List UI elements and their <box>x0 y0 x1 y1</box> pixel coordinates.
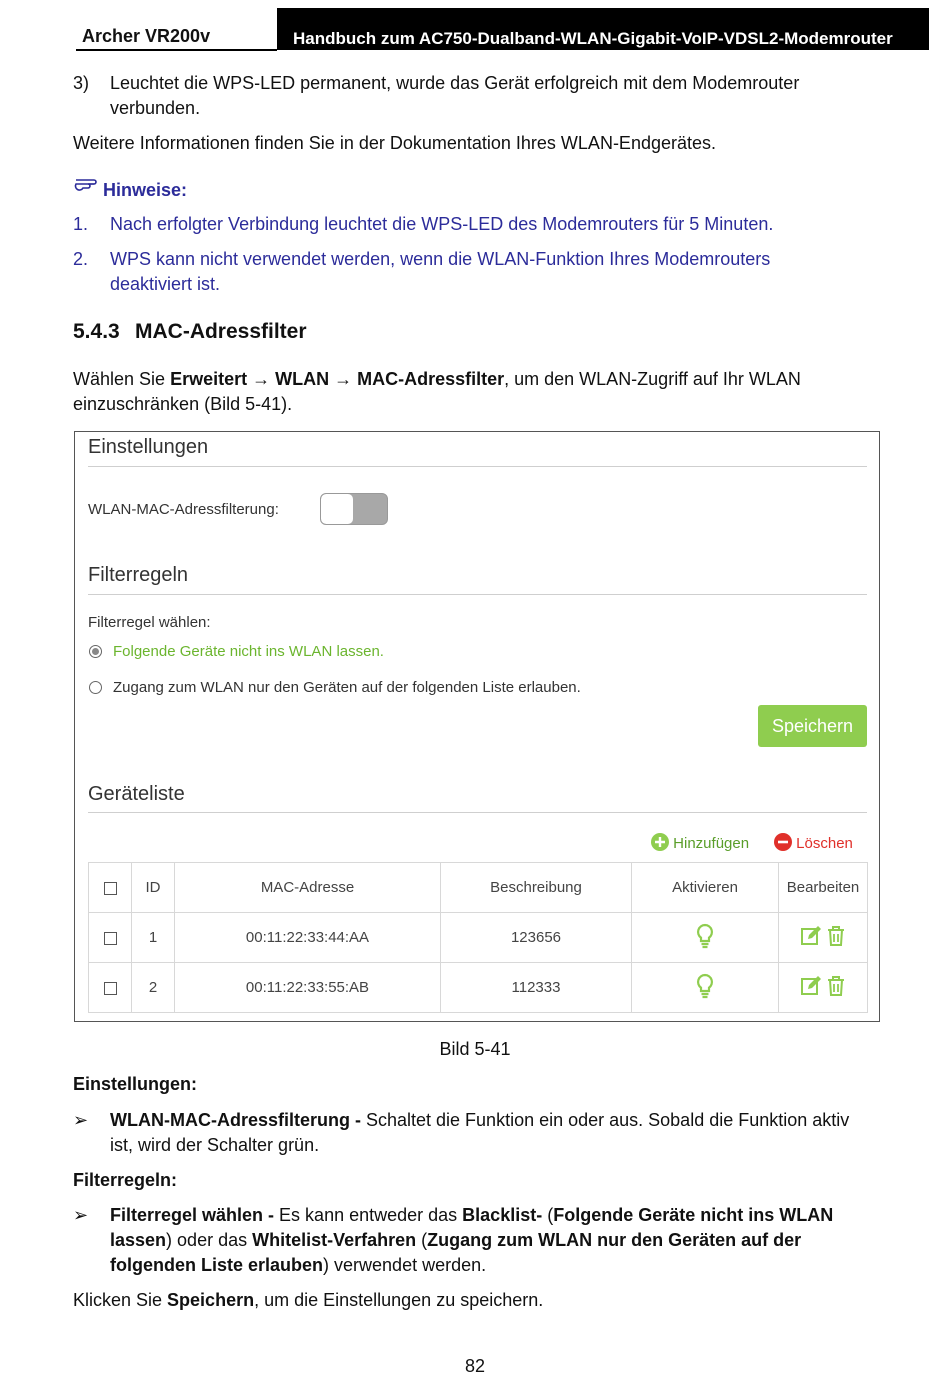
row-description: 112333 <box>441 963 632 1013</box>
row-activate-cell <box>632 913 779 963</box>
intro-menu-mac-filter: MAC-Adressfilter <box>357 369 505 389</box>
more-info-text: Weitere Informationen finden Sie in der Dokumentation Ihres WLAN-Endgerätes. <box>73 133 716 153</box>
row-select-cell <box>89 963 132 1013</box>
column-header-id: ID <box>132 863 175 913</box>
column-header-description: Beschreibung <box>441 863 632 913</box>
row-actions-cell <box>779 963 868 1013</box>
bullet1-line1 <box>110 1108 849 1133</box>
settings-divider <box>88 466 867 467</box>
save-button[interactable]: Speichern <box>758 705 867 747</box>
column-header-activate: Aktivieren <box>632 863 779 913</box>
select-all-cell <box>89 863 132 913</box>
rules-heading: Filterregeln: <box>73 1170 178 1190</box>
figure-caption: Bild 5-41 <box>439 1039 511 1059</box>
section-title: MAC-Adressfilter <box>135 320 307 343</box>
final-post: , um die Einstellungen zu speichern. <box>254 1290 544 1310</box>
row-activate-cell <box>632 963 779 1013</box>
device-list-title: Geräteliste <box>88 783 185 805</box>
bullet2-line3 <box>110 1253 486 1278</box>
trash-icon[interactable] <box>826 925 846 951</box>
bullet2-term: Filterregel wählen - <box>110 1205 275 1225</box>
mac-filter-toggle[interactable] <box>320 493 388 525</box>
allow-option-label[interactable]: Zugang zum WLAN nur den Geräten auf der folgenden Liste erlauben. <box>113 679 581 696</box>
bullet2-line1 <box>110 1203 833 1228</box>
bullet2-whitelist: Whitelist-Verfahren <box>252 1230 417 1250</box>
bullet2-block-option-end: lassen <box>110 1230 167 1250</box>
row-id: 1 <box>132 913 175 963</box>
final-save: Speichern <box>167 1290 255 1310</box>
product-name: Archer VR200v <box>82 26 211 46</box>
hand-pointer-icon <box>74 176 102 197</box>
note2-number: 2. <box>73 249 89 269</box>
intro-pre: Wählen Sie <box>73 369 171 389</box>
bullet-arrow-icon: ➢ <box>73 1110 89 1130</box>
final-pre: Klicken Sie <box>73 1290 168 1310</box>
trash-icon[interactable] <box>826 975 846 1001</box>
final-line <box>73 1288 543 1313</box>
intro-arrow2: → <box>329 369 358 389</box>
mac-filter-label: WLAN-MAC-Adressfilterung: <box>88 501 279 518</box>
device-list-divider <box>88 812 867 813</box>
section-number: 5.4.3 <box>73 320 120 343</box>
intro-post: , um den WLAN-Zugriff auf Ihr WLAN <box>504 369 801 389</box>
lightbulb-icon[interactable] <box>695 923 715 953</box>
radio-block-option[interactable] <box>89 645 102 658</box>
device-table <box>88 862 868 1013</box>
bullet-arrow-icon: ➢ <box>73 1205 89 1225</box>
toggle-knob <box>321 494 353 524</box>
bullet2-blacklist: Blacklist- <box>462 1205 543 1225</box>
row-mac: 00:11:22:33:44:AA <box>175 913 441 963</box>
settings-section-title: Einstellungen <box>88 436 209 458</box>
row-checkbox[interactable] <box>104 982 117 995</box>
row-actions-cell <box>779 913 868 963</box>
row-checkbox[interactable] <box>104 932 117 945</box>
intro-line2: einzuschränken (Bild 5-41). <box>73 394 293 414</box>
rules-divider <box>88 594 867 595</box>
note1-text: Nach erfolgter Verbindung leuchtet die WPS-LED des Modemrouters für 5 Minuten. <box>110 214 774 234</box>
radio-allow-option[interactable] <box>89 681 102 694</box>
bullet2-paren1: ( <box>542 1205 554 1225</box>
column-header-edit: Bearbeiten <box>779 863 868 913</box>
rules-section-title: Filterregeln <box>88 564 189 586</box>
delete-button[interactable] <box>774 833 853 855</box>
bullet1-text: Schaltet die Funktion ein oder aus. Sobald die Funktion aktiv <box>360 1110 850 1130</box>
bullet2-text3: ) verwendet werden. <box>323 1255 487 1275</box>
select-all-checkbox[interactable] <box>104 882 117 895</box>
intro-line1 <box>73 367 801 392</box>
add-button[interactable] <box>651 833 749 855</box>
delete-label: Löschen <box>796 834 853 852</box>
notes-title: Hinweise: <box>103 180 188 200</box>
note1-number: 1. <box>73 214 89 234</box>
step3-number: 3) <box>73 73 90 93</box>
note2-line1: WPS kann nicht verwendet werden, wenn die WLAN-Funktion Ihres Modemrouters <box>110 249 771 269</box>
bullet2-block-option: Folgende Geräte nicht ins WLAN <box>553 1205 834 1225</box>
page-number: 82 <box>464 1356 486 1376</box>
table-row <box>89 913 868 963</box>
add-label: Hinzufügen <box>673 834 750 852</box>
table-row <box>89 963 868 1013</box>
edit-icon[interactable] <box>800 975 822 1001</box>
mac-filter-screenshot <box>74 431 880 1022</box>
row-id: 2 <box>132 963 175 1013</box>
bullet2-paren2: ( <box>416 1230 428 1250</box>
bullet2-allow-option-end: folgenden Liste erlauben <box>110 1255 324 1275</box>
plus-circle-icon <box>651 833 669 855</box>
row-mac: 00:11:22:33:55:AB <box>175 963 441 1013</box>
manual-title: Handbuch zum AC750-Dualband-WLAN-Gigabit-VoIP-VDSL2-Modemrouter <box>277 8 929 50</box>
minus-circle-icon <box>774 833 792 855</box>
bullet2-line2 <box>110 1228 801 1253</box>
header-rule <box>76 49 277 51</box>
bullet1-term: WLAN-MAC-Adressfilterung - <box>110 1110 361 1130</box>
bullet1-line2: ist, wird der Schalter grün. <box>110 1135 320 1155</box>
choose-rule-label: Filterregel wählen: <box>88 614 211 631</box>
intro-menu-wlan: WLAN <box>275 369 330 389</box>
intro-menu-advanced: Erweitert <box>170 369 248 389</box>
intro-arrow1: → <box>247 369 276 389</box>
settings-heading: Einstellungen: <box>73 1074 198 1094</box>
column-header-mac: MAC-Adresse <box>175 863 441 913</box>
edit-icon[interactable] <box>800 925 822 951</box>
lightbulb-icon[interactable] <box>695 973 715 1003</box>
table-header-row <box>89 863 868 913</box>
row-description: 123656 <box>441 913 632 963</box>
note2-line2: deaktiviert ist. <box>110 274 221 294</box>
step3-line2: verbunden. <box>110 98 201 118</box>
block-option-label[interactable]: Folgende Geräte nicht ins WLAN lassen. <box>113 643 384 660</box>
bullet2-text1: Es kann entweder das <box>274 1205 463 1225</box>
row-select-cell <box>89 913 132 963</box>
bullet2-text2: ) oder das <box>166 1230 253 1250</box>
bullet2-allow-option: Zugang zum WLAN nur den Geräten auf der <box>427 1230 802 1250</box>
step3-line1: Leuchtet die WPS-LED permanent, wurde das Gerät erfolgreich mit dem Modemrouter <box>110 73 800 93</box>
